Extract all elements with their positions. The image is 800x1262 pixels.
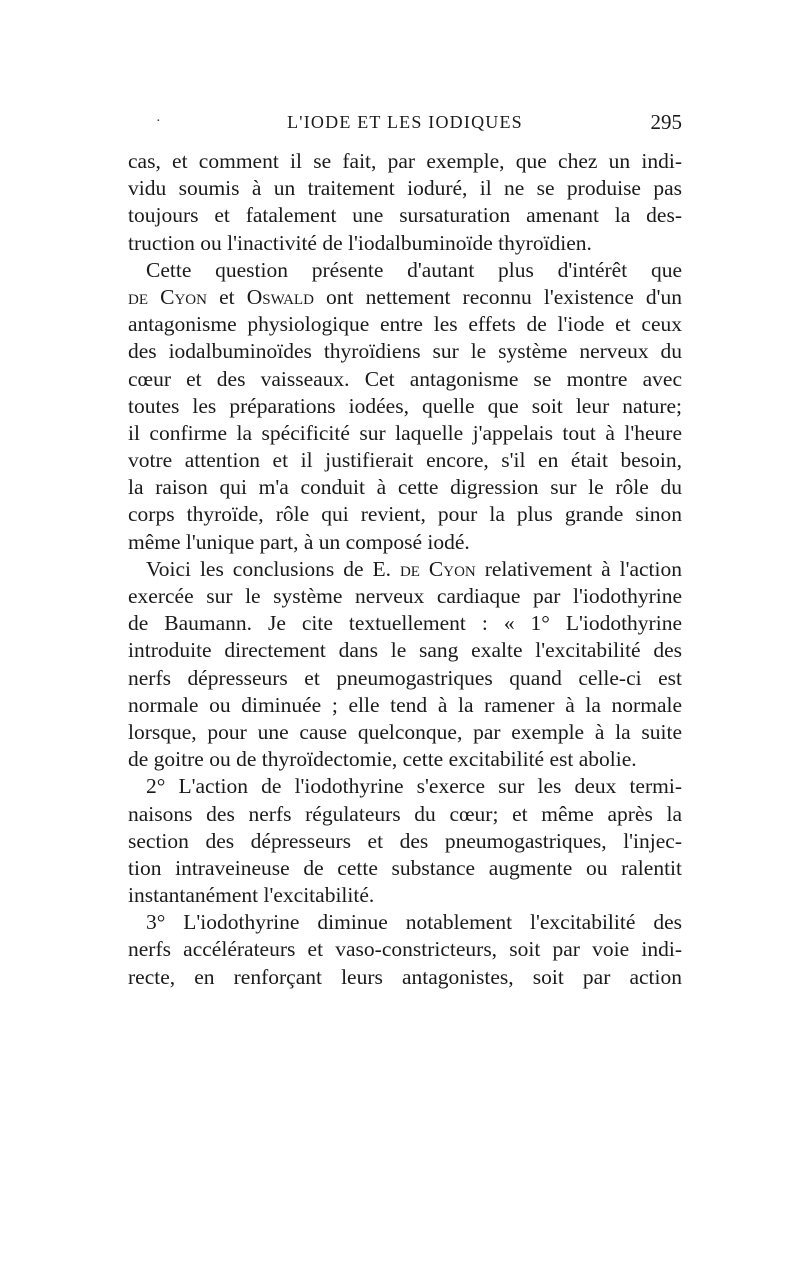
body-text [128,148,682,991]
text-line: normale ou diminuée ; elle tend à la ramener à la normale [128,692,682,717]
text-line: même l'unique part, à un composé iodé. [128,529,470,554]
text-line [128,556,682,583]
text-line: votre attention et il justifierait encore, s'il en était besoin, [128,448,682,473]
text-run: relativement à l'action [475,556,682,581]
page-number: 295 [650,110,682,134]
author-name: de Cyon [399,556,476,581]
text-line: de goitre ou de thyroïdectomie, cette excitabilité est abolie. [128,747,637,772]
text-line: 3° L'iodothyrine diminue notablement l'excitabilité des [146,910,682,935]
text-line: de Baumann. Je cite textuellement : « 1° L'iodothyrine [128,611,682,636]
text-line: la raison qui m'a conduit à cette digression sur le rôle du [128,475,682,500]
text-line: truction ou l'inactivité de l'iodalbuminoïde thyroïdien. [128,230,592,255]
header-dot: · [156,114,162,129]
text-line: nerfs dépresseurs et pneumogastriques quand celle-ci est [128,665,682,690]
text-line: introduite directement dans le sang exalte l'excitabilité des [128,638,682,663]
running-title: L'IODE ET LES IODIQUES [287,112,523,132]
text-line: toutes les préparations iodées, quelle que soit leur nature; [128,393,682,418]
text-run: Voici les conclusions de E. [146,556,400,581]
author-name: de Cyon [128,284,207,309]
text-line: lorsque, pour une cause quelconque, par exemple à la suite [128,719,682,744]
text-line: corps thyroïde, rôle qui revient, pour la plus grande sinon [128,502,682,527]
text-line: 2° L'action de l'iodothyrine s'exerce sur les deux termi- [146,774,682,799]
text-line: il confirme la spécificité sur laquelle j'appelais tout à l'heure [128,420,682,445]
text-line: section des dépresseurs et des pneumogastriques, l'injec- [128,828,682,853]
text-line [128,284,682,311]
running-header [128,112,682,142]
text-line: cœur et des vaisseaux. Cet antagonisme se montre avec [128,366,682,391]
text-line: cas, et comment il se fait, par exemple, que chez un indi- [128,149,682,173]
text-line: tion intraveineuse de cette substance augmente ou ralentit [128,855,682,880]
text-line: toujours et fatalement une sursaturation amenant la des- [128,203,682,228]
text-line: recte, en renforçant leurs antagonistes, soit par action [128,964,682,989]
text-line: instantanément l'excitabilité. [128,883,375,908]
text-line: naisons des nerfs régulateurs du cœur; et même après la [128,801,682,826]
text-line: des iodalbuminoïdes thyroïdiens sur le système nerveux du [128,339,682,364]
text-line: Cette question présente d'autant plus d'intérêt que [146,257,682,282]
text-line: exercée sur le système nerveux cardiaque par l'iodothyrine [128,584,682,608]
text-line: vidu soumis à un traitement ioduré, il ne se produise pas [128,176,682,201]
author-name: Oswald [246,284,314,309]
text-run: ont nettement reconnu l'existence d'un [313,284,682,309]
text-line: nerfs accélérateurs et vaso-constricteurs, soit par voie indi- [128,937,682,962]
text-run: et [206,284,247,309]
text-line: antagonisme physiologique entre les effets de l'iode et ceux [128,312,682,337]
